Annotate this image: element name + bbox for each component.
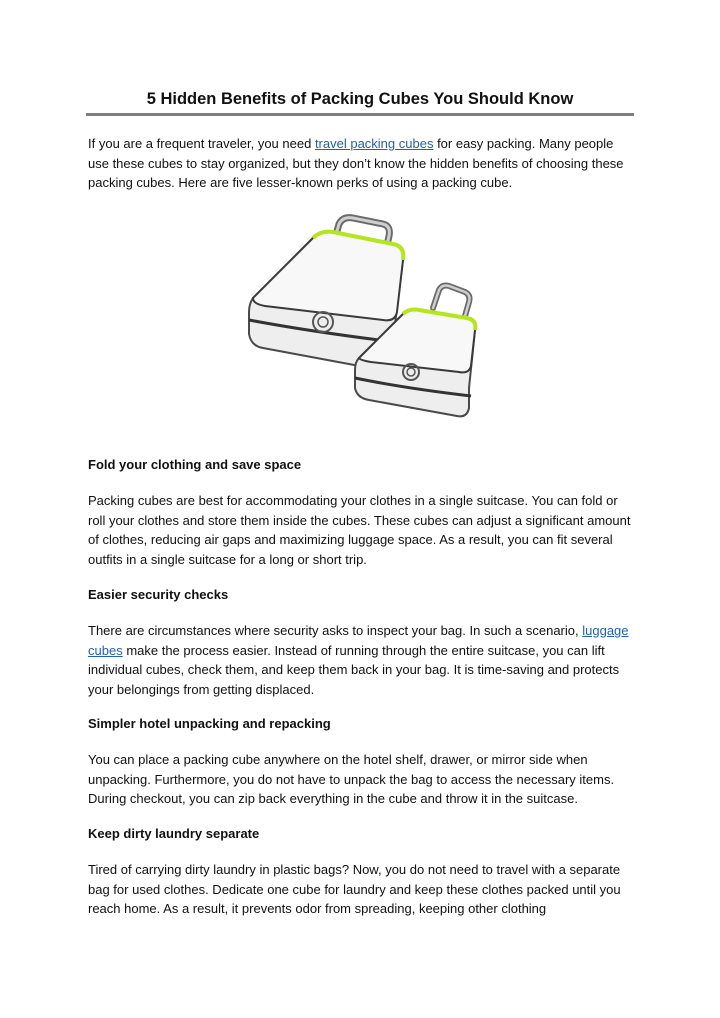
intro-text-before-link: If you are a frequent traveler, you need	[88, 136, 315, 151]
section-heading-fold-clothing: Fold your clothing and save space	[88, 457, 302, 472]
travel-packing-cubes-link[interactable]: travel packing cubes	[314, 136, 434, 151]
intro-text-after-link: for easy packing. Many people use these cubes to stay organized, but they don’t know the hidden benefits of choosing these packing cubes. Here are five lesser-known perks of using a packing cube.	[88, 136, 624, 190]
section-heading-dirty-laundry: Keep dirty laundry separate	[88, 826, 260, 841]
intro-paragraph	[88, 134, 636, 193]
section-body-fold-clothing: Packing cubes are best for accommodating your clothes in a single suitcase. You can fold or roll your clothes and store them inside the cubes. These cubes can adjust a significant amount of clothes, reducing air gaps and maximizing luggage space. As a result, you can fit several outfits in a single suitcase for a long or short trip.	[88, 493, 631, 567]
section-heading-security-checks: Easier security checks	[88, 587, 229, 602]
section-heading-hotel-unpacking: Simpler hotel unpacking and repacking	[88, 716, 331, 731]
packing-cubes-photo	[243, 212, 479, 426]
security-text-before-link: There are circumstances where security asks to inspect your bag. In such a scenario,	[88, 623, 583, 638]
security-text-after-link: make the process easier. Instead of running through the entire suitcase, you can lift individual cubes, check them, and keep them back in your bag. It is time-saving and protects your belongings from getting displaced.	[88, 642, 620, 697]
section-body-security-checks	[88, 621, 636, 699]
page-title: 5 Hidden Benefits of Packing Cubes You Should Know	[146, 90, 574, 108]
section-body-dirty-laundry: Tired of carrying dirty laundry in plastic bags? Now, you do not need to travel with a separate bag for used clothes. Dedicate one cube for laundry and keep these clothes packed until you reach home. As a result, it prevents odor from spreading, keeping other clothing	[88, 862, 621, 916]
section-body-hotel-unpacking: You can place a packing cube anywhere on the hotel shelf, drawer, or mirror side when unpacking. Furthermore, you do not have to unpack the bag to access the necessary items. During checkout, you can zip back everything in the cube and throw it in the suitcase.	[88, 752, 615, 806]
title-divider	[86, 113, 634, 116]
luggage-cubes-link[interactable]: luggage cubes	[88, 623, 629, 658]
